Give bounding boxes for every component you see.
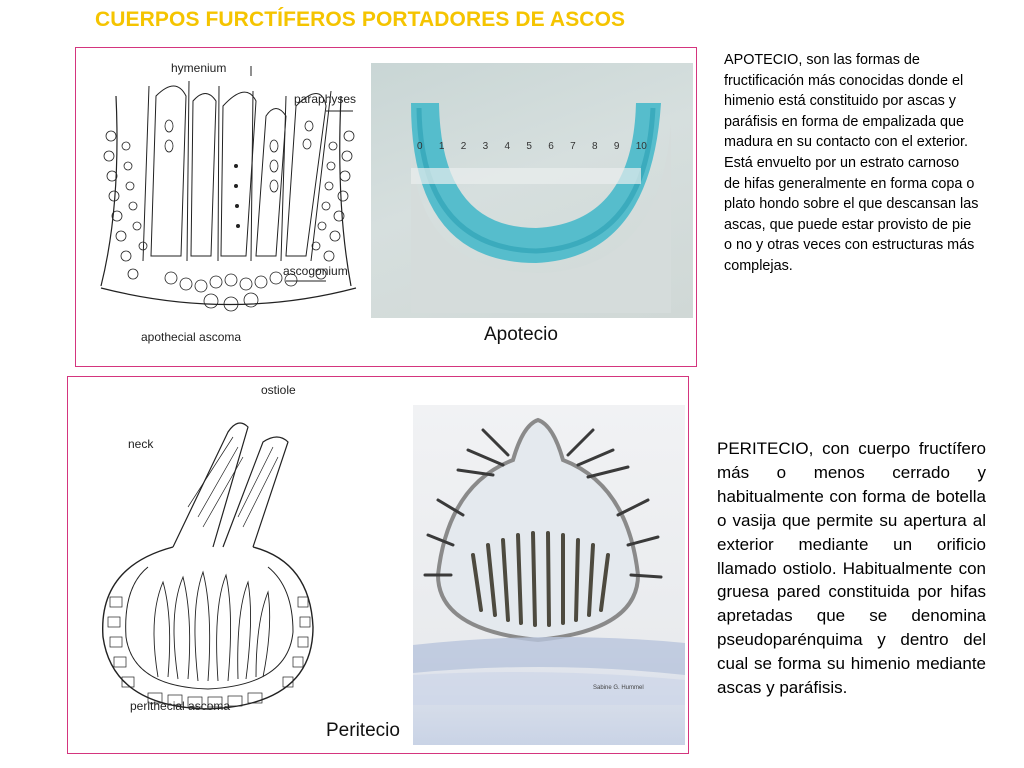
label-paraphyses: paraphyses [294,92,357,106]
scale-number: 3 [482,141,489,152]
scale-number: 1 [438,141,445,152]
label-ostiole: ostiole [261,383,296,397]
perithecium-micrograph [413,405,685,745]
caption-apotecio: Apotecio [484,324,558,345]
scale-number: 8 [592,141,598,152]
scale-number: 10 [635,141,647,152]
apotecio-description: APOTECIO, son las formas de fructificación más conocidas donde el himenio está constituido por ascas y paráfisis en forma de empalizada que madura en su contacto con el exterior. Está envuelto por un estrato carnoso de hifas generalmente en forma copa o plato hondo sobre el que descansan las ascas, que puede estar provisto de pie o no y otras veces con estructuras más complejas. [724,52,979,274]
perithecium-drawing [88,397,328,727]
label-neck: neck [128,437,154,451]
scale-number: 0 [417,141,423,152]
apothecium-micrograph [371,63,693,318]
scale-number: 5 [526,141,532,152]
label-ascogonium: ascogonium [283,264,348,278]
apotecio-figure-panel [75,47,697,367]
label-hymenium: hymenium [171,61,227,75]
peritecio-description: PERITECIO, con cuerpo fructífero más o menos cerrado y habitualmente con forma de botella o vasija que permite su apertura al exterior mediante un orificio llamado ostiolo. Habitualmente con gruesa pared constituida por hifas apretadas que se denomina pseudoparénquima y dentro del cual se forma su himenio mediante ascas y paráfisis. [717,439,986,698]
label-apothecial-ascoma: apothecial ascoma [141,330,242,344]
label-perithecial-ascoma: perithecial ascoma [130,699,231,713]
scale-number: 7 [570,141,576,152]
scale-number: 4 [504,141,511,152]
slide-title: CUERPOS FURCTÍFEROS PORTADORES DE ASCOS [95,8,626,31]
scale-number: 2 [460,141,467,152]
scale-numbers [417,141,647,152]
scale-number: 9 [613,141,620,152]
photo-credit: Sabine G. Hummel [593,685,644,691]
scale-number: 6 [548,141,554,152]
peritecio-figure-panel [67,376,689,754]
caption-peritecio: Peritecio [326,720,400,741]
